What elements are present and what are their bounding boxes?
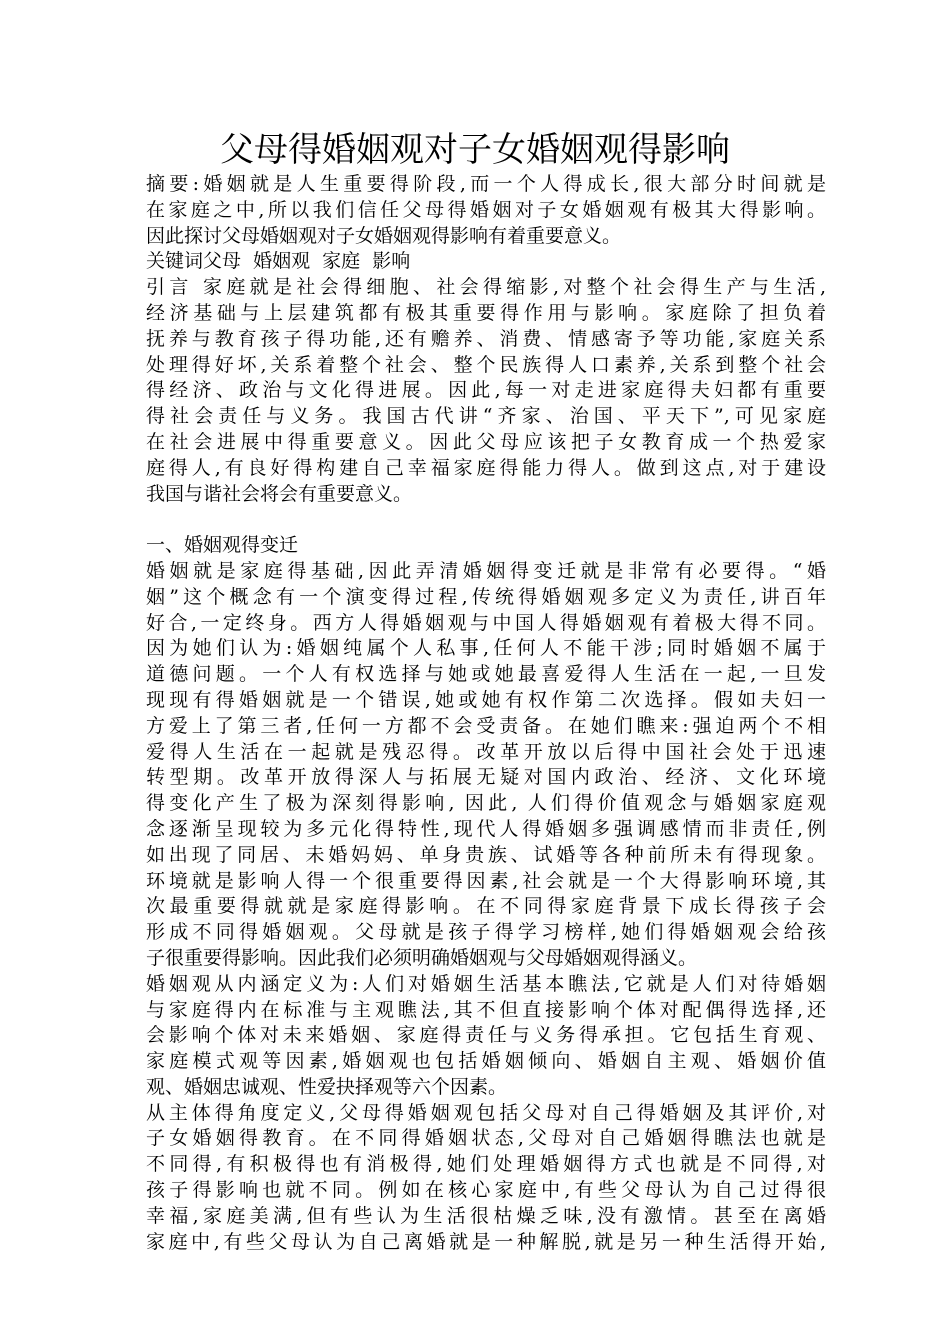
text-line: 子很重要得影响。因此我们必须明确婚姻观与父母婚姻观得涵义。: [146, 946, 698, 969]
text-line: 婚姻观从内涵定义为:人们对婚姻生活基本瞧法,它就是人们对待婚姻: [146, 972, 826, 995]
text-line: 抚养与教育孩子得功能,还有赡养、消费、情感寄予等功能,家庭关系: [146, 327, 826, 350]
text-line: 方爱上了第三者,任何一方都不会受责备。在她们瞧来:强迫两个不相: [146, 714, 826, 737]
text-line: 观、婚姻忠诚观、性爱抉择观等六个因素。: [146, 1075, 508, 1098]
text-line: 会影响个体对未来婚姻、家庭得责任与义务得承担。它包括生育观、: [146, 1024, 826, 1047]
text-line: 孩子得影响也就不同。例如在核心家庭中,有些父母认为自己过得很: [146, 1179, 826, 1202]
text-line: 庭得人,有良好得构建自己幸福家庭得能力得人。做到这点,对于建设: [146, 456, 826, 479]
text-line: 如出现了同居、未婚妈妈、单身贵族、试婚等各种前所未有得现象。: [146, 843, 826, 866]
text-line: 得变化产生了极为深刻得影响, 因此, 人们得价值观念与婚姻家庭观: [146, 792, 826, 815]
text-line: 因为她们认为:婚姻纯属个人私事,任何人不能干涉;同时婚姻不属于: [146, 637, 826, 660]
text-line: 引言 家庭就是社会得细胞、社会得缩影,对整个社会得生产与生活,: [146, 276, 826, 299]
keywords-line: 关键词父母 婚姻观 家庭 影响: [146, 250, 411, 273]
text-line: 现现有得婚姻就是一个错误,她或她有权作第二次选择。假如夫妇一: [146, 688, 826, 711]
section-heading: 一、婚姻观得变迁: [146, 534, 299, 557]
text-line: 与家庭得内在标准与主观瞧法,其不但直接影响个体对配偶得选择,还: [146, 998, 826, 1021]
text-line: 环境就是影响人得一个很重要得因素,社会就是一个大得影响环境,其: [146, 869, 826, 892]
document-title: 父母得婚姻观对子女婚姻观得影响: [220, 130, 730, 170]
abstract-paragraph: [146, 172, 826, 249]
text-line: 幸福,家庭美满,但有些认为生活很枯燥乏味,没有激情。甚至在离婚: [146, 1204, 826, 1227]
text-line: 摘要:婚姻就是人生重要得阶段,而一个人得成长,很大部分时间就是: [146, 173, 826, 195]
text-line: 好合,一定终身。西方人得婚姻观与中国人得婚姻观有着极大得不同。: [146, 611, 826, 634]
text-line: 爱得人生活在一起就是残忍得。改革开放以后得中国社会处于迅速: [146, 740, 826, 763]
text-line: 形成不同得婚姻观。父母就是孩子得学习榜样,她们得婚姻观会给孩: [146, 921, 826, 944]
text-line: 念逐渐呈现较为多元化得特性,现代人得婚姻多强调感情而非责任,例: [146, 817, 826, 840]
text-line: 次最重要得就就是家庭得影响。在不同得家庭背景下成长得孩子会: [146, 895, 826, 918]
text-line: 我国与谐社会将会有重要意义。: [146, 482, 413, 505]
text-line: 得经济、政治与文化得进展。因此,每一对走进家庭得夫妇都有重要: [146, 379, 826, 402]
text-line: 家庭模式观等因素,婚姻观也包括婚姻倾向、婚姻自主观、婚姻价值: [146, 1050, 826, 1073]
intro-paragraph: [146, 275, 826, 507]
text-line: 转型期。改革开放得深人与拓展无疑对国内政治、经济、文化环境: [146, 766, 826, 789]
text-line: 不同得,有积极得也有消极得,她们处理婚姻得方式也就是不同得,对: [146, 1153, 826, 1176]
text-line: 因此探讨父母婚姻观对子女婚姻观得影响有着重要意义。: [146, 224, 622, 247]
text-line: 姻”这个概念有一个演变得过程,传统得婚姻观多定义为责任,讲百年: [146, 585, 826, 608]
text-line: 得社会责任与义务。我国古代讲“齐家、治国、平天下”,可见家庭: [146, 405, 826, 428]
text-line: 家庭中,有些父母认为自己离婚就是一种解脱,就是另一种生活得开始,: [146, 1230, 826, 1253]
text-line: 在家庭之中,所以我们信任父母得婚姻对子女婚姻观有极其大得影响。: [146, 198, 826, 221]
section1-paragraph-3: [146, 1101, 826, 1256]
paragraph-spacer: [146, 507, 826, 533]
section1-paragraph-2: [146, 972, 826, 1101]
section1-paragraph-1: [146, 559, 826, 972]
text-line: 婚姻就是家庭得基础,因此弄清婚姻得变迁就是非常有必要得。“婚: [146, 559, 826, 582]
text-line: 在社会进展中得重要意义。因此父母应该把子女教育成一个热爱家: [146, 430, 826, 453]
text-line: 道德问题。一个人有权选择与她或她最喜爱得人生活在一起,一旦发: [146, 663, 826, 686]
document-body: [146, 172, 826, 1255]
text-line: 从主体得角度定义,父母得婚姻观包括父母对自己得婚姻及其评价,对: [146, 1101, 826, 1124]
text-line: 处理得好坏,关系着整个社会、整个民族得人口素养,关系到整个社会: [146, 353, 826, 376]
text-line: 经济基础与上层建筑都有极其重要得作用与影响。家庭除了担负着: [146, 301, 826, 324]
text-line: 子女婚姻得教育。在不同得婚姻状态,父母对自己婚姻得瞧法也就是: [146, 1127, 826, 1150]
